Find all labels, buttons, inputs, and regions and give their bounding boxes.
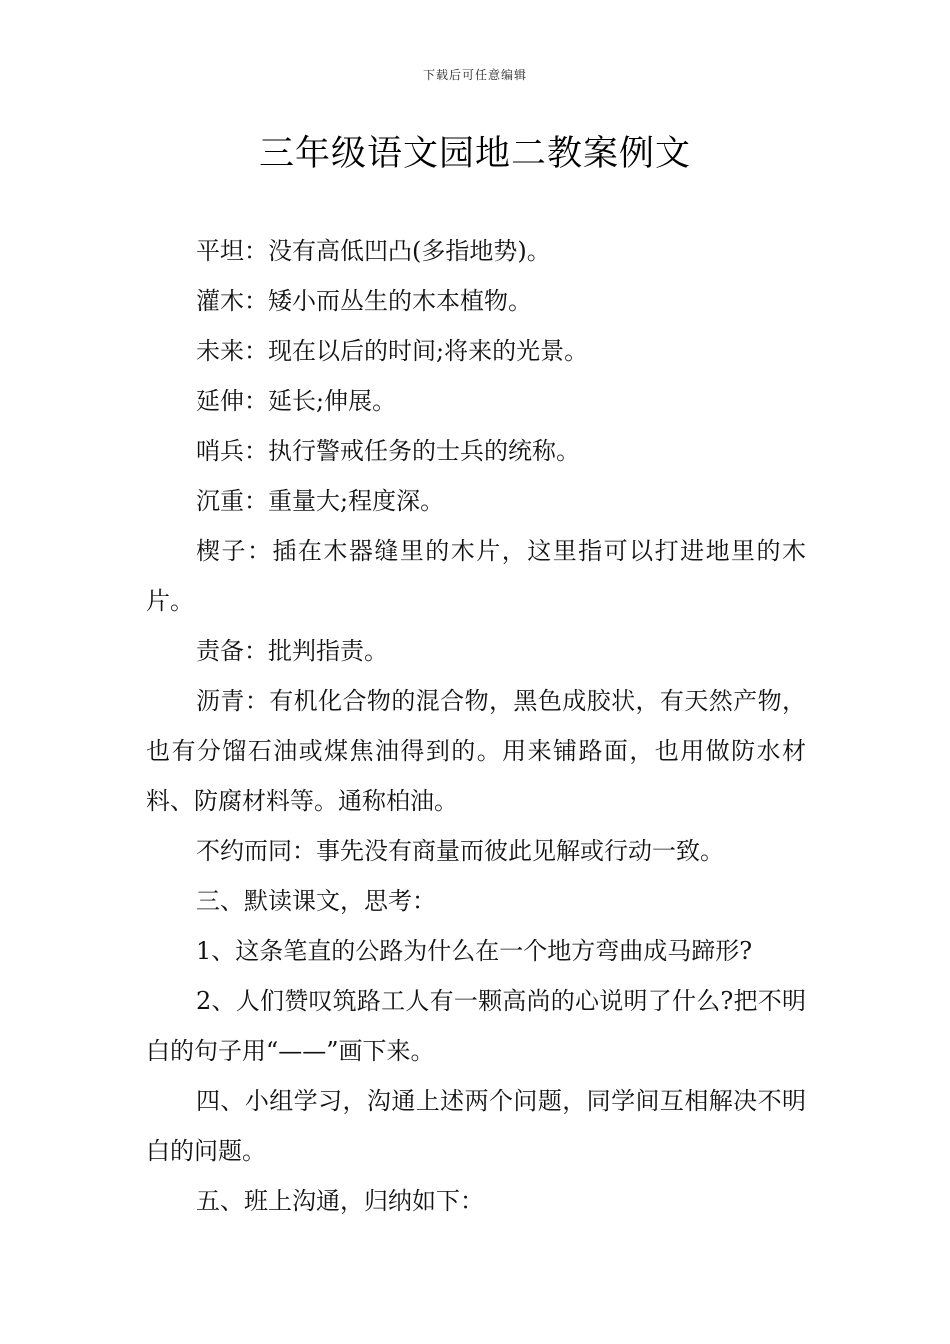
paragraph-yanshen: 延伸：延长;伸展。 [196,387,397,415]
paragraph-guanmu: 灌木：矮小而丛生的木本植物。 [196,287,532,315]
document-body [146,226,806,1226]
paragraph-zebei: 责备：批判指责。 [196,637,388,665]
paragraph-pingtan: 平坦：没有高低凹凸(多指地势)。 [196,237,551,265]
document-title: 三年级语文园地二教案例文 [258,134,691,174]
paragraph-buyueertong: 不约而同：事先没有商量而彼此见解或行动一致。 [196,837,724,865]
paragraph-xiezi: 楔子：插在木器缝里的木片，这里指可以打进地里的木片。 [146,537,806,615]
paragraph-question-one: 1、这条笔直的公路为什么在一个地方弯曲成马蹄形? [196,937,753,965]
paragraph-section-four: 四、小组学习，沟通上述两个问题，同学间互相解决不明白的问题。 [146,1087,806,1165]
paragraph-section-five: 五、班上沟通，归纳如下： [196,1187,484,1215]
paragraph-chenzhong: 沉重：重量大;程度深。 [196,487,445,515]
paragraph-section-three: 三、默读课文，思考： [196,887,436,915]
paragraph-shaobing: 哨兵：执行警戒任务的士兵的统称。 [196,437,580,465]
paragraph-question-two: 2、人们赞叹筑路工人有一颗高尚的心说明了什么?把不明白的句子用“——”画下来。 [146,987,806,1065]
paragraph-liqing: 沥青：有机化合物的混合物，黑色成胶状，有天然产物，也有分馏石油或煤焦油得到的。用来铺路面，也用做防水材料、防腐材料等。通称柏油。 [146,687,806,815]
paragraph-weilai: 未来：现在以后的时间;将来的光景。 [196,337,589,365]
header-note: 下载后可任意编辑 [422,68,527,82]
